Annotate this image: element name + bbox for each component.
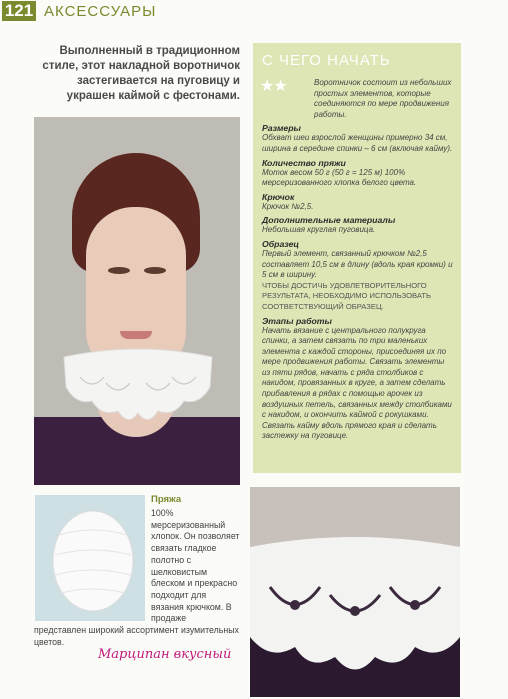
heading-hook: Крючок — [262, 191, 295, 202]
intro-text: Выполненный в традиционном стиле, этот накладной воротничок застегивается на пуговицу и украшен каймой с фестонами. — [42, 45, 240, 102]
text-hook: Крючок №2,5. — [262, 201, 314, 211]
yarn-description-continued: представлен широкий ассортимент изумительных цветов. — [34, 625, 239, 647]
lace-collar-icon — [60, 347, 216, 427]
lace-closeup-icon — [250, 487, 460, 697]
eye-left — [108, 267, 130, 274]
box-title: С ЧЕГО НАЧАТЬ — [262, 52, 391, 69]
eye-right — [144, 267, 166, 274]
heading-extra-materials: Дополнительные материалы — [262, 215, 396, 226]
yarn-title: Пряжа — [151, 494, 182, 505]
text-work-steps: Начать вязание с центрального полукруга спинки, а затем связать по три маленьких элемента с каждой стороны, присоединяя их по мере продвижения работы. Связать элементы из пяти рядов, начать с ряда столбиков с накидом, провязанных в круге, а затем сделать прибавления в рядах с помощью арочек из воздушных петель, связанных между столбиками с накидом, и окончить каймой с рокушками. Связать кайму вдоль прямого края и сделать застежку на пуговице. — [262, 325, 452, 441]
text-extra-materials: Небольшая круглая пуговица. — [262, 225, 376, 235]
heading-sizes: Размеры — [262, 123, 301, 134]
yarn-photo — [35, 495, 145, 621]
yarn-skein-icon — [35, 495, 145, 621]
box-intro-text: Воротничок состоит из небольших простых элементов, которые соединяются по мере продвижения работы. — [314, 78, 452, 119]
yarn-brand: Марципан вкусный — [98, 647, 232, 662]
mouth-shape — [120, 331, 152, 339]
model-photo — [34, 117, 240, 485]
text-yarn-amount: Моток весом 50 г (50 г = 125 м) 100% мерсеризованного хлопка белого цвета. — [262, 167, 417, 188]
instructions-column — [262, 78, 454, 442]
text-sample: Первый элемент, связанный крючком №2,5 составляет 10,5 см в длину (вдоль края кромки) и 5 см в ширину. — [262, 248, 453, 280]
yarn-description: 100% мерсеризованный хлопок. Он позволяет связать гладкое полотно с шелковистым блеском и прекрасно подходит для вязания крючком. В продаже — [151, 508, 240, 624]
heading-work-steps: Этапы работы — [262, 315, 332, 326]
difficulty-stars-icon: ★★ — [260, 78, 287, 95]
text-sizes: Обхват шеи взрослой женщины примерно 34 см, ширина в середине спинки – 6 см (включая кайму). — [262, 133, 453, 153]
heading-sample: Образец — [262, 238, 300, 249]
text-sample-note: ЧТОБЫ ДОСТИЧЬ УДОВЛЕТВОРИТЕЛЬНОГО РЕЗУЛЬТАТА, НЕОБХОДИМО ИСПОЛЬЗОВАТЬ СООТВЕТСТВУЮЩИЙ ОБРАЗЕЦ. — [262, 280, 431, 311]
heading-yarn-amount: Количество пряжи — [262, 157, 346, 168]
collar-closeup-photo — [250, 487, 460, 697]
section-title: АКСЕССУАРЫ — [44, 3, 157, 20]
page-number: 121 — [2, 1, 36, 21]
